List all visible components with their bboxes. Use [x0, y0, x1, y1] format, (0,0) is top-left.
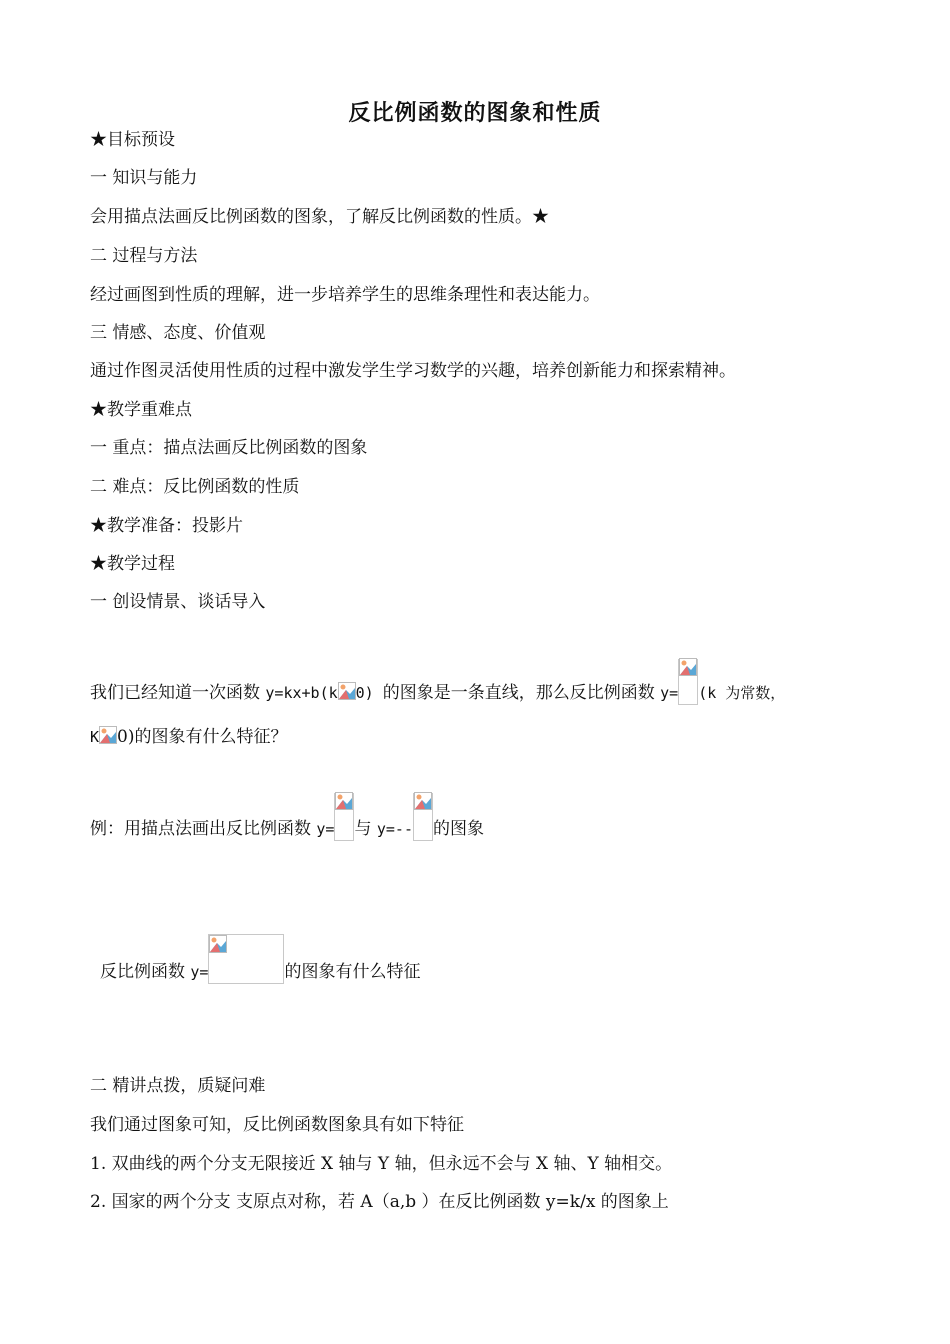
- linear-function-formula: y=kx+b(k: [265, 684, 338, 702]
- intro-text-c: 0): [355, 684, 383, 702]
- feature-text-a: 反比例函数: [100, 962, 191, 982]
- section-keypoints-heading: ★教学重难点: [90, 400, 192, 420]
- intro-k-label: K: [90, 728, 100, 746]
- feature-item-1: 1. 双曲线的两个分支无限接近 X 轴与 Y 轴，但永远不会与 X 轴、Y 轴相交。: [90, 1154, 673, 1174]
- not-equal-symbol-image: [338, 682, 356, 700]
- section-preparation: ★教学准备：投影片: [90, 516, 243, 536]
- example-fraction-1-image: [334, 793, 354, 841]
- process-intro-heading: 一 创设情景、谈话导入: [90, 592, 266, 612]
- intro-question-text: 0)的图象有什么特征？: [117, 727, 288, 747]
- feature-item-2: 2. 国家的两个分支 支原点对称，若 A（a,b ）在反比例函数 y=k/x 的图象上: [90, 1192, 669, 1212]
- intro-text-f: (k 为常数，: [698, 684, 786, 702]
- goal-knowledge-heading: 一 知识与能力: [90, 168, 198, 188]
- example-fraction-2-image: [413, 793, 433, 841]
- section-goals-heading: ★目标预设: [90, 130, 175, 150]
- fraction-k-over-x-image: [678, 659, 698, 705]
- feature-question-line: [100, 934, 420, 984]
- goal-process-heading: 二 过程与方法: [90, 246, 198, 266]
- goal-process-text: 经过画图到性质的理解，进一步培养学生的思维条理性和表达能力。: [90, 285, 600, 305]
- feature-formula-prefix: y=: [190, 963, 209, 981]
- keypoint-focus: 一 重点：描点法画反比例函数的图象: [90, 438, 368, 458]
- document-title: 反比例函数的图象和性质: [348, 101, 602, 126]
- example-text-c: 与: [354, 819, 377, 839]
- example-text-a: 例：用描点法画出反比例函数: [90, 819, 317, 839]
- not-equal-symbol-image-2: [99, 726, 117, 744]
- explain-intro: 我们通过图象可知，反比例函数图象具有如下特征: [90, 1115, 464, 1135]
- goal-emotion-text: 通过作图灵活使用性质的过程中激发学生学习数学的兴趣，培养创新能力和探索精神。: [90, 361, 736, 381]
- inverse-function-prefix: y=: [660, 684, 679, 702]
- intro-question-line-2: [90, 725, 287, 749]
- example-formula-1-prefix: y=: [316, 820, 335, 838]
- goal-emotion-heading: 三 情感、态度、价值观: [90, 323, 266, 343]
- example-text-e: 的图象: [433, 819, 484, 839]
- example-formula-2-prefix: y=--: [376, 820, 413, 838]
- intro-text-d: 的图象是一条直线，那么反比例函数: [382, 683, 661, 703]
- intro-text-a: 我们已经知道一次函数: [90, 683, 266, 703]
- intro-question-line-1: [90, 659, 785, 705]
- keypoint-difficulty: 二 难点：反比例函数的性质: [90, 477, 300, 497]
- example-line: [90, 793, 484, 841]
- feature-text-c: 的图象有什么特征: [284, 962, 421, 982]
- goal-knowledge-text: 会用描点法画反比例函数的图象，了解反比例函数的性质。★: [90, 207, 549, 227]
- feature-formula-image: [208, 934, 284, 984]
- section-explain-heading: 二 精讲点拨，质疑问难: [90, 1076, 266, 1096]
- section-process-heading: ★教学过程: [90, 554, 175, 574]
